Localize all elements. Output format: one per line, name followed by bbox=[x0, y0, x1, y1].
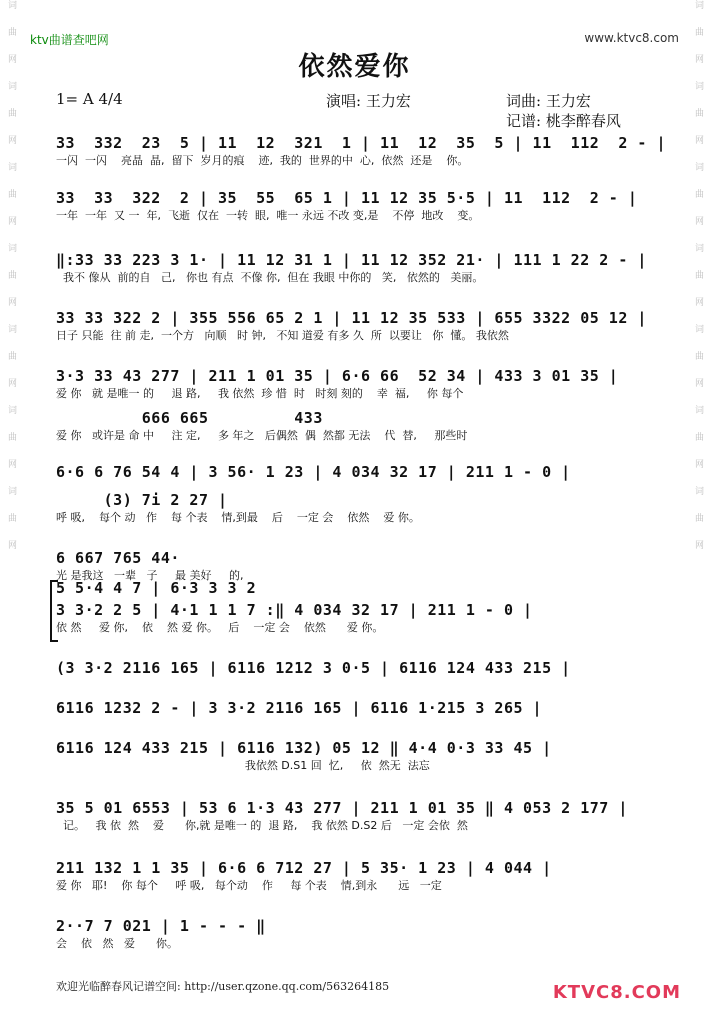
score-row bbox=[56, 698, 676, 734]
watermark-mark: 词 bbox=[6, 405, 16, 414]
watermark-mark: 网 bbox=[6, 297, 16, 306]
score-row bbox=[56, 188, 676, 224]
watermark-mark: 词 bbox=[6, 324, 16, 333]
watermark-mark: 网 bbox=[693, 135, 703, 144]
singer: 演唱: 王力宏 bbox=[326, 92, 411, 110]
note-line: 6116 1232 2 - | 3 3·2 2116 165 | 6116 1·215 3 265 | bbox=[56, 699, 543, 717]
note-line: 5 5·4 4 7 | 6·3 3 3 2 bbox=[56, 579, 257, 597]
watermark-mark: 网 bbox=[6, 135, 16, 144]
site-name: ktv曲谱查吧网 bbox=[30, 33, 109, 47]
watermark-mark: 词 bbox=[693, 324, 703, 333]
watermark-mark: 词 bbox=[6, 162, 16, 171]
watermark-mark: 网 bbox=[6, 459, 16, 468]
watermark-mark: 词 bbox=[6, 486, 16, 495]
lyric-line: 记。 我 依 然 爱 你,就 是唯一 的 退 路, 我 依然 D.S2 后 一定 会依 然 bbox=[56, 819, 468, 832]
lyric-line: 爱 你 就 是唯一 的 退 路, 我 依然 珍 惜 时 时刻 刻的 幸 福, 你 每个 bbox=[56, 387, 464, 400]
watermark-mark: 曲 bbox=[693, 432, 703, 441]
watermark-mark: 网 bbox=[693, 216, 703, 225]
lyric-line: 爱 你 耶! 你 每个 呼 吸, 每个动 作 每 个表 情,到永 远 一定 bbox=[56, 879, 442, 892]
watermark-mark: 词 bbox=[693, 243, 703, 252]
lyric-line: 一年 一年 又 一 年, 飞逝 仅在 一转 眼, 唯一 永远 不改 变,是 不停 地改 变。 bbox=[56, 209, 480, 222]
watermark-mark: 词 bbox=[693, 81, 703, 90]
score-row bbox=[56, 490, 676, 526]
key-signature: 1= A 4/4 bbox=[56, 90, 123, 108]
lyric-line: 呼 吸, 每个 动 作 每 个表 情,到最 后 一定 会 依然 爱 你。 bbox=[56, 511, 420, 524]
watermark-mark: 词 bbox=[693, 0, 703, 9]
lyric-line: 依 然 爱 你, 依 然 爱 你。 后 一定 会 依然 爱 你。 bbox=[56, 621, 384, 634]
lyric-line bbox=[56, 718, 676, 734]
score-row bbox=[56, 916, 676, 952]
score-row bbox=[56, 798, 676, 834]
note-line: 33 33 322 2 | 35 55 65 1 | 11 12 35 5·5 | 11 112 2 - | bbox=[56, 189, 638, 207]
watermark-mark: 词 bbox=[693, 162, 703, 171]
watermark-mark: 网 bbox=[6, 54, 16, 63]
watermark-mark: 网 bbox=[693, 459, 703, 468]
watermark-mark: 网 bbox=[693, 297, 703, 306]
lyric-line: 我依然 D.S1 回 忆, 依 然无 法忘 bbox=[56, 759, 430, 772]
note-line: 6116 124 433 215 | 6116 132) 05 12 ‖ 4·4 0·3 33 45 | bbox=[56, 739, 552, 757]
watermark-mark: 词 bbox=[6, 81, 16, 90]
watermark-mark: 曲 bbox=[6, 270, 16, 279]
note-line: 211 132 1 1 35 | 6·6 6 712 27 | 5 35· 1 23 | 4 044 | bbox=[56, 859, 552, 877]
note-line: 3·3 33 43 277 | 211 1 01 35 | 6·6 66 52 34 | 433 3 01 35 | bbox=[56, 367, 619, 385]
watermark-mark: 曲 bbox=[6, 432, 16, 441]
lyric-line: 日子 只能 往 前 走, 一个方 向顺 时 钟, 不知 道爱 有多 久 所 以要让 你 懂。 我依然 bbox=[56, 329, 509, 342]
score-row bbox=[56, 600, 676, 636]
watermark-mark: 曲 bbox=[693, 189, 703, 198]
watermark-mark: 网 bbox=[693, 54, 703, 63]
watermark-mark: 曲 bbox=[6, 189, 16, 198]
brand-logo: KTVC8.COM bbox=[552, 982, 681, 1003]
note-line: (3 3·2 2116 165 | 6116 1212 3 0·5 | 6116 124 433 215 | bbox=[56, 659, 571, 677]
lyric-line: 一闪 一闪 亮晶 晶, 留下 岁月的痕 迹, 我的 世界的中 心, 依然 还是 你。 bbox=[56, 154, 469, 167]
left-watermark-strip bbox=[0, 0, 22, 1030]
note-line: 6 667 765 44· bbox=[56, 549, 180, 567]
note-line: 33 33 322 2 | 355 556 65 2 1 | 11 12 35 533 | 655 3322 05 12 | bbox=[56, 309, 647, 327]
lyric-line: 光 是我这 一辈 子 最 美好 的, bbox=[56, 569, 244, 582]
watermark-mark: 词 bbox=[693, 486, 703, 495]
score-row bbox=[56, 250, 676, 286]
transcriber: 记谱: 桃李醉春风 bbox=[506, 112, 621, 130]
watermark-mark: 网 bbox=[6, 540, 16, 549]
note-line: 33 332 23 5 | 11 12 321 1 | 11 12 35 5 | 11 112 2 - | bbox=[56, 134, 666, 152]
watermark-mark: 曲 bbox=[693, 270, 703, 279]
watermark-mark: 曲 bbox=[6, 351, 16, 360]
lyric-line: 我不 像从 前的自 己, 你也 有点 不像 你, 但在 我眼 中你的 笑, 依然的 美丽。 bbox=[56, 271, 484, 284]
note-line: 2··7 7 021 | 1 - - - ‖ bbox=[56, 917, 266, 935]
watermark-mark: 曲 bbox=[6, 27, 16, 36]
watermark-mark: 曲 bbox=[693, 27, 703, 36]
footer-text: 欢迎光临醉春风记谱空间: http://user.qzone.qq.com/563264185 bbox=[56, 980, 390, 993]
score-row bbox=[56, 858, 676, 894]
site-url: www.ktvc8.com bbox=[584, 31, 679, 45]
score-row bbox=[56, 738, 676, 774]
note-line: 35 5 01 6553 | 53 6 1·3 43 277 | 211 1 01 35 ‖ 4 053 2 177 | bbox=[56, 799, 628, 817]
watermark-mark: 曲 bbox=[693, 351, 703, 360]
watermark-mark: 网 bbox=[693, 540, 703, 549]
note-line: (3) 7i 2 27 | bbox=[56, 491, 228, 509]
score-row bbox=[56, 308, 676, 344]
watermark-mark: 网 bbox=[693, 378, 703, 387]
note-line: 666 665 433 bbox=[56, 409, 323, 427]
watermark-mark: 曲 bbox=[693, 108, 703, 117]
note-line: 6·6 6 76 54 4 | 3 56· 1 23 | 4 034 32 17 | 211 1 - 0 | bbox=[56, 463, 571, 481]
watermark-mark: 网 bbox=[6, 216, 16, 225]
watermark-mark: 曲 bbox=[693, 513, 703, 522]
note-line: 3 3·2 2 5 | 4·1 1 1 7 :‖ 4 034 32 17 | 211 1 - 0 | bbox=[56, 601, 533, 619]
repeat-bracket bbox=[50, 580, 58, 642]
note-line: ‖:33 33 223 3 1· | 11 12 31 1 | 11 12 352 21· | 111 1 22 2 - | bbox=[56, 251, 647, 269]
lyric-line: 爱 你 或许是 命 中 注 定, 多 年之 后偶然 偶 然都 无法 代 替, 那些时 bbox=[56, 429, 468, 442]
watermark-mark: 词 bbox=[6, 0, 16, 9]
watermark-mark: 曲 bbox=[6, 513, 16, 522]
watermark-mark: 词 bbox=[693, 405, 703, 414]
score-row bbox=[56, 133, 676, 169]
composer: 词曲: 王力宏 bbox=[506, 92, 591, 110]
score-row bbox=[56, 658, 676, 694]
score-row bbox=[56, 366, 676, 402]
lyric-line bbox=[56, 678, 676, 694]
lyric-line: 会 依 然 爱 你。 bbox=[56, 937, 178, 950]
watermark-mark: 网 bbox=[6, 378, 16, 387]
watermark-mark: 曲 bbox=[6, 108, 16, 117]
watermark-mark: 词 bbox=[6, 243, 16, 252]
song-title: 依然爱你 bbox=[298, 52, 411, 82]
right-watermark-strip bbox=[687, 0, 709, 1030]
score-row bbox=[56, 408, 676, 444]
